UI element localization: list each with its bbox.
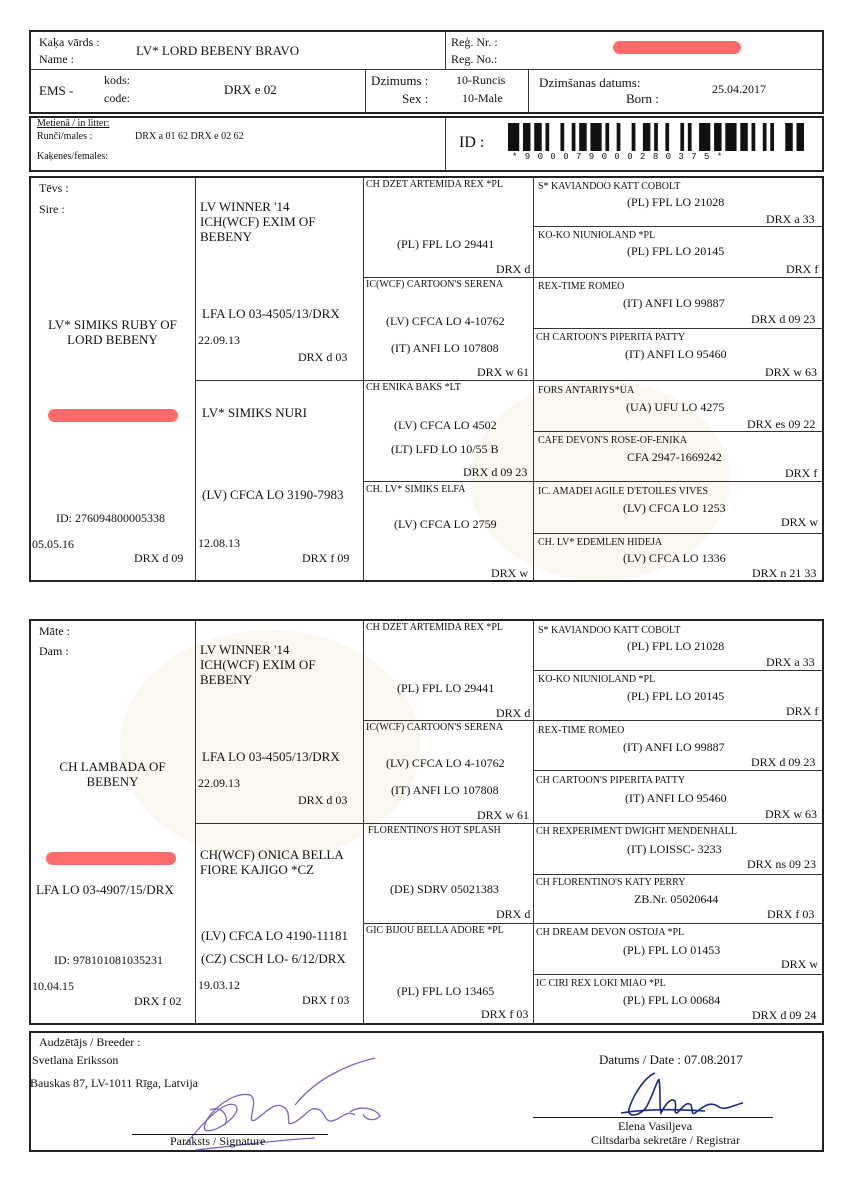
divider (533, 874, 823, 875)
sex-value-lv: 10-Runcis (456, 73, 506, 87)
dam-mother-dob: 19.03.12 (198, 978, 240, 992)
sire-pm-ems: DRX w 61 (477, 365, 530, 379)
dam-mpm-ems: DRX f 03 (767, 907, 815, 921)
reg-label-en: Reg. No.: (451, 52, 498, 66)
dam-ppm-ems: DRX f (786, 704, 819, 718)
barcode-bar (665, 123, 669, 151)
divider (533, 177, 534, 581)
dam-mm-name: GIC BIJOU BELLA ADORE *PL (366, 925, 504, 936)
divider (363, 277, 823, 278)
males-label: Runči/males : (37, 131, 93, 142)
barcode-bar (725, 123, 736, 151)
divider (363, 620, 364, 1024)
divider (533, 620, 534, 1024)
dam-mmm-reg: (PL) FPL LO 00684 (623, 993, 721, 1007)
barcode-bar (785, 123, 792, 151)
sire-mpm-reg: CFA 2947-1669242 (627, 450, 722, 464)
divider (533, 328, 823, 329)
sire-ppm-name: KO-KO NIUNIOLAND *PL (538, 230, 656, 241)
cat-name: LV* LORD BEBENY BRAVO (136, 43, 300, 58)
sire-ppp-ems: DRX a 33 (766, 212, 815, 226)
sire-mother-name: LV* SIMIKS NURI (202, 405, 307, 420)
sire-pm-name: IC(WCF) CARTOON'S SERENA (366, 279, 504, 290)
dam-pm-ems: DRX w 61 (477, 808, 530, 822)
barcode-bar (545, 123, 549, 151)
sire-pmp-reg: (IT) ANFI LO 99887 (623, 296, 725, 310)
sire-pmp-ems: DRX d 09 23 (751, 312, 816, 326)
barcode-bar (680, 123, 684, 151)
dam-name-line1: CH LAMBADA OF (59, 759, 166, 774)
sire-mpp-reg: (UA) UFU LO 4275 (626, 400, 725, 414)
sire-name (30, 318, 195, 348)
dam-mp-reg: (DE) SDRV 05021383 (390, 882, 499, 896)
sire-mmm-ems: DRX n 21 33 (752, 566, 817, 580)
sire-mmm-reg: (LV) CFCA LO 1336 (623, 551, 726, 565)
sex-label-en: Sex : (402, 91, 429, 106)
barcode (508, 123, 804, 151)
dam-pp-name: CH DZET ARTEMIDA REX *PL (366, 622, 503, 633)
dam-pmp-ems: DRX d 09 23 (751, 755, 816, 769)
sire-mp-ems: DRX d 09 23 (463, 465, 528, 479)
dam-mother-name1: CH(WCF) ONICA BELLA (200, 847, 344, 862)
barcode-bar (714, 123, 721, 151)
sire-father-name3: BEBENY (200, 228, 252, 244)
dam-mp-name: FLORENTINO'S HOT SPLASH (368, 825, 501, 836)
sire-mp-reg: (LV) CFCA LO 4502 (394, 418, 497, 432)
sire-father-name2: ICH(WCF) EXIM OF (200, 213, 316, 229)
date-label: Datums / Date : 07.08.2017 (599, 1052, 743, 1067)
divider (445, 117, 446, 171)
dam-mother (200, 848, 344, 878)
sex-value-en: 10-Male (462, 91, 503, 105)
barcode-bar (590, 123, 601, 151)
divider (30, 69, 823, 70)
sire-mmp-ems: DRX w (781, 515, 819, 529)
dam-dob: 10.04.15 (32, 979, 74, 993)
registrar-line (533, 1117, 773, 1118)
dam-pmm-reg: (IT) ANFI LO 95460 (625, 791, 727, 805)
dam-pmm-ems: DRX w 63 (765, 807, 818, 821)
sire-pp-reg: (PL) FPL LO 29441 (397, 237, 495, 251)
dam-mmp-ems: DRX w (781, 957, 819, 971)
sex-label-lv: Dzimums : (371, 73, 429, 88)
dam-pm-reg2: (IT) ANFI LO 107808 (391, 783, 499, 797)
sire-father-name1: LV WINNER '14 (200, 199, 290, 214)
barcode-bar (560, 123, 564, 151)
barcode-text: * 9 0 0 0 7 9 0 0 0 2 8 0 3 7 5 * (512, 152, 724, 162)
divider (195, 620, 196, 1024)
sire-name-line2: LORD BEBENY (67, 331, 158, 347)
barcode-bar (572, 123, 576, 151)
sire-label-lv: Tēvs : (39, 181, 69, 195)
birth-date: 25.04.2017 (712, 82, 766, 96)
dam-pm-name: IC(WCF) CARTOON'S SERENA (366, 722, 504, 733)
barcode-bar (579, 123, 586, 151)
sire-mother-dob: 12.08.13 (198, 536, 240, 550)
divider (363, 720, 823, 721)
dam-id: ID: 978101081035231 (54, 953, 163, 967)
barcode-bar (632, 123, 636, 151)
dam-mm-reg: (PL) FPL LO 13465 (397, 984, 495, 998)
breeder-name: Svetlana Eriksson (32, 1053, 119, 1067)
sire-pp-ems: DRX d (496, 262, 531, 276)
dam-pp-reg: (PL) FPL LO 29441 (397, 681, 495, 695)
barcode-bar (534, 123, 541, 151)
sire-mmm-name: CH. LV* EDEMLEN HIDEJA (538, 537, 663, 548)
birth-label-en: Born : (626, 91, 659, 106)
sire-mmp-name: IC. AMADEI AGILE D'ETOILES VIVES (538, 486, 709, 497)
barcode-bar (654, 123, 658, 151)
signature-label: Paraksts / Signature (170, 1134, 266, 1148)
dam-father (200, 643, 316, 688)
divider (533, 670, 823, 671)
redacted-sire-reg (48, 409, 178, 422)
redacted-dam-reg (46, 852, 176, 865)
registrar-title: Ciltsdarba sekretāre / Registrar (591, 1133, 740, 1147)
barcode-bar (699, 123, 710, 151)
sire-father-ems: DRX d 03 (298, 350, 348, 364)
barcode-bar (643, 123, 650, 151)
sire-pm-reg2: (IT) ANFI LO 107808 (391, 341, 499, 355)
ems-code: DRX e 02 (224, 82, 277, 97)
dam-pmm-name: CH CARTOON'S PIPERITA PATTY (536, 775, 686, 786)
barcode-bar (523, 123, 530, 151)
sire-mm-ems: DRX w (491, 566, 529, 580)
sire-ppp-name: S* KAVIANDOO KATT COBOLT (538, 181, 681, 192)
dam-mother-name2: FIORE KAJIGO *CZ (200, 861, 315, 877)
sire-dob: 05.05.16 (32, 537, 74, 551)
barcode-bar (605, 123, 609, 151)
dam-pm-reg: (LV) CFCA LO 4-10762 (386, 756, 505, 770)
barcode-bar (688, 123, 692, 151)
dam-ppp-reg: (PL) FPL LO 21028 (627, 639, 725, 653)
sire-pmp-name: REX-TIME ROMEO (538, 281, 625, 292)
dam-father-name1: LV WINNER '14 (200, 642, 290, 657)
cat-name-label-lv: Kaķa vārds : (39, 35, 100, 49)
dam-mother-reg2: (CZ) CSCH LO- 6/12/DRX (201, 951, 346, 966)
dam-pmp-reg: (IT) ANFI LO 99887 (623, 740, 725, 754)
sire-father-dob: 22.09.13 (198, 333, 240, 347)
birth-label-lv: Dzimšanas datums: (539, 75, 641, 90)
sire-mm-name: CH. LV* SIMIKS ELFA (366, 484, 466, 495)
dam-pp-ems: DRX d (496, 706, 531, 720)
dam-mpp-ems: DRX ns 09 23 (747, 857, 817, 871)
sire-mother-ems: DRX f 09 (302, 551, 350, 565)
divider (195, 823, 823, 824)
dam-father-name2: ICH(WCF) EXIM OF (200, 656, 316, 672)
registrar-signature (615, 1065, 765, 1120)
divider (445, 31, 446, 69)
sire-mmp-reg: (LV) CFCA LO 1253 (623, 501, 726, 515)
dam-father-dob: 22.09.13 (198, 776, 240, 790)
divider (533, 770, 823, 771)
sire-id: ID: 276094800005338 (56, 511, 165, 525)
dam-mpp-name: CH REXPERIMENT DWIGHT MENDENHALL (536, 826, 738, 837)
dam-mp-ems: DRX d (496, 907, 531, 921)
dam-name (30, 760, 195, 790)
id-label: ID : (459, 134, 485, 151)
dam-ppp-name: S* KAVIANDOO KATT COBOLT (538, 625, 681, 636)
sire-mother-reg: (LV) CFCA LO 3190-7983 (202, 487, 344, 502)
sire-ppm-ems: DRX f (786, 262, 819, 276)
divider (533, 974, 823, 975)
dam-label-lv: Māte : (39, 624, 70, 638)
dam-name-line2: BEBENY (86, 773, 139, 789)
sire-pp-name: CH DZET ARTEMIDA REX *PL (366, 179, 503, 190)
dam-mother-reg: (LV) CFCA LO 4190-11181 (201, 928, 348, 943)
dam-father-ems: DRX d 03 (298, 793, 348, 807)
divider (533, 533, 823, 534)
kods-label: kods: (104, 73, 131, 87)
sire-ppp-reg: (PL) FPL LO 21028 (627, 195, 725, 209)
dam-label-en: Dam : (39, 644, 69, 658)
dam-mmp-reg: (PL) FPL LO 01453 (623, 943, 721, 957)
dam-father-name3: BEBENY (200, 671, 252, 687)
barcode-bar (797, 123, 804, 151)
barcode-bar (617, 123, 621, 151)
sire-mp-reg2: (LT) LFD LO 10/55 B (391, 442, 499, 456)
breeder-label: Audzētājs / Breeder : (39, 1035, 141, 1049)
reg-label-lv: Reģ. Nr. : (451, 35, 498, 49)
divider (363, 177, 364, 581)
sire-name-line1: LV* SIMIKS RUBY OF (48, 317, 177, 332)
dam-ppp-ems: DRX a 33 (766, 655, 815, 669)
ems-label: EMS - (39, 83, 74, 98)
dam-pmp-name: REX-TIME ROMEO (538, 725, 625, 736)
dam-reg: LFA LO 03-4907/15/DRX (36, 882, 174, 897)
dam-mpp-reg: (IT) LOISSC- 3233 (627, 842, 722, 856)
sire-mp-name: CH ENIKA BAKS *LT (366, 382, 461, 393)
sire-mpm-name: CAFE DEVON'S ROSE-OF-ENIKA (538, 435, 688, 446)
sire-pmm-ems: DRX w 63 (765, 365, 818, 379)
code-label: code: (104, 91, 130, 105)
dam-father-reg: LFA LO 03-4505/13/DRX (202, 749, 340, 764)
divider (363, 481, 823, 482)
females-label: Kaķenes/females: (37, 151, 109, 162)
sire-pmm-name: CH CARTOON'S PIPERITA PATTY (536, 332, 686, 343)
barcode-bar (770, 123, 774, 151)
breeder-address: Bauskas 87, LV-1011 Rīga, Latvija (30, 1076, 198, 1090)
dam-mother-ems: DRX f 03 (302, 993, 350, 1007)
sire-father-reg: LFA LO 03-4505/13/DRX (202, 306, 340, 321)
sire-mpm-ems: DRX f (785, 466, 818, 480)
sire-mm-reg: (LV) CFCA LO 2759 (394, 517, 497, 531)
divider (195, 177, 196, 581)
cat-name-label-en: Name : (39, 52, 74, 66)
divider (365, 69, 366, 113)
divider (195, 380, 823, 381)
sire-mpp-name: FORS ANTARIYS*UA (538, 385, 635, 396)
dam-mmm-name: IC CIRI REX LOKI MIAO *PL (536, 978, 666, 989)
redacted-reg-number (613, 41, 741, 54)
barcode-bar (508, 123, 519, 151)
barcode-bar (740, 123, 747, 151)
registrar-name: Elena Vasiljeva (618, 1119, 693, 1133)
males-codes: DRX a 01 62 DRX e 02 62 (135, 131, 244, 142)
barcode-bar (752, 123, 756, 151)
dam-mm-ems: DRX f 03 (481, 1007, 529, 1021)
sire-ems: DRX d 09 (134, 551, 184, 565)
dam-mmp-name: CH DREAM DEVON OSTOJA *PL (536, 927, 685, 938)
dam-mpm-reg: ZB.Nr. 05020644 (634, 892, 719, 906)
barcode-bar (763, 123, 767, 151)
sire-father (200, 200, 316, 245)
dam-mmm-ems: DRX d 09 24 (752, 1008, 817, 1022)
dam-ppm-name: KO-KO NIUNIOLAND *PL (538, 674, 656, 685)
sire-ppm-reg: (PL) FPL LO 20145 (627, 244, 725, 258)
sire-pmm-reg: (IT) ANFI LO 95460 (625, 347, 727, 361)
sire-label-en: Sire : (39, 202, 65, 216)
dam-ppm-reg: (PL) FPL LO 20145 (627, 689, 725, 703)
sire-pm-reg: (LV) CFCA LO 4-10762 (386, 314, 505, 328)
divider (363, 923, 823, 924)
litter-label: Metienā / in litter: (37, 118, 110, 129)
divider (528, 69, 529, 113)
sire-mpp-ems: DRX es 09 22 (747, 417, 816, 431)
dam-ems: DRX f 02 (134, 994, 182, 1008)
dam-mpm-name: CH FLORENTINO'S KATY PERRY (536, 877, 686, 888)
